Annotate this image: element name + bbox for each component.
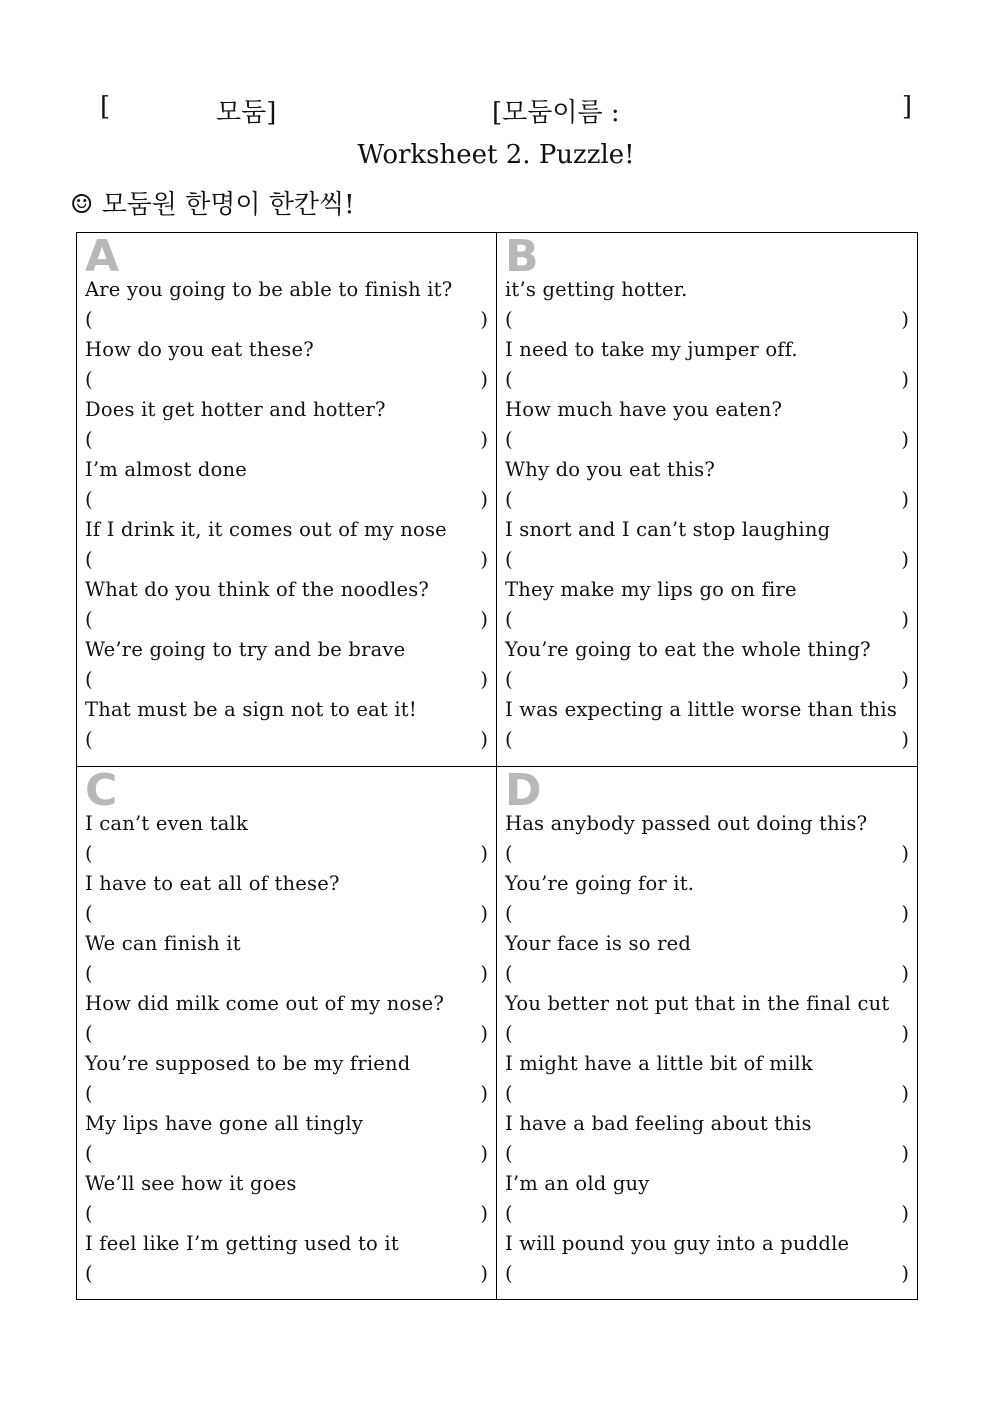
- answer-paren-open: (: [85, 488, 93, 511]
- answer-blank[interactable]: [85, 365, 488, 395]
- answer-blank[interactable]: [505, 425, 909, 455]
- answer-paren-open: (: [85, 902, 93, 925]
- sentence-text: I snort and I can’t stop laughing: [505, 518, 831, 541]
- answer-paren-close: ): [480, 428, 488, 451]
- answer-paren-close: ): [480, 668, 488, 691]
- answer-paren-close: ): [901, 1142, 909, 1165]
- answer-blank[interactable]: [505, 899, 909, 929]
- sentence-text: My lips have gone all tingly: [85, 1112, 364, 1135]
- answer-paren-close: ): [901, 962, 909, 985]
- group-name-label: [492, 92, 620, 129]
- sentence-text: I might have a little bit of milk: [505, 1052, 813, 1075]
- sentence-text: Why do you eat this?: [505, 458, 716, 481]
- sentence-list: [505, 809, 909, 1289]
- answer-paren-close: ): [901, 1082, 909, 1105]
- sentence-text: You’re going for it.: [505, 872, 695, 895]
- answer-paren-open: (: [505, 842, 513, 865]
- answer-paren-open: (: [505, 1202, 513, 1225]
- answer-paren-open: (: [505, 728, 513, 751]
- section-letter: A: [85, 233, 120, 282]
- sentence-text: How do you eat these?: [85, 338, 314, 361]
- sentence-text: You’re going to eat the whole thing?: [505, 638, 871, 661]
- section-letter: B: [505, 233, 539, 282]
- sentence-list: [85, 275, 488, 755]
- answer-blank[interactable]: [505, 1199, 909, 1229]
- answer-blank[interactable]: [85, 899, 488, 929]
- answer-blank[interactable]: [505, 959, 909, 989]
- answer-blank[interactable]: [85, 1079, 488, 1109]
- sentence-text: We’ll see how it goes: [85, 1172, 297, 1195]
- answer-paren-close: ): [480, 308, 488, 331]
- answer-paren-close: ): [480, 1262, 488, 1285]
- sentence-text: If I drink it, it comes out of my nose: [85, 518, 447, 541]
- answer-paren-close: ): [901, 1262, 909, 1285]
- answer-paren-close: ): [480, 962, 488, 985]
- sentence-list: [85, 809, 488, 1289]
- answer-paren-close: ): [901, 548, 909, 571]
- answer-blank[interactable]: [85, 665, 488, 695]
- answer-paren-close: ): [901, 728, 909, 751]
- sentence-text: How did milk come out of my nose?: [85, 992, 444, 1015]
- answer-paren-open: (: [505, 902, 513, 925]
- sentence-text: I can’t even talk: [85, 812, 249, 835]
- group-label: 모둠]: [216, 98, 277, 128]
- answer-paren-open: (: [85, 1202, 93, 1225]
- answer-paren-close: ): [480, 1142, 488, 1165]
- sentence-text: We can finish it: [85, 932, 241, 955]
- answer-blank[interactable]: [85, 1139, 488, 1169]
- answer-paren-close: ): [480, 1202, 488, 1225]
- answer-blank[interactable]: [85, 485, 488, 515]
- answer-paren-open: (: [85, 962, 93, 985]
- answer-paren-open: (: [505, 1082, 513, 1105]
- answer-paren-close: ): [480, 728, 488, 751]
- answer-paren-open: (: [85, 1082, 93, 1105]
- sentence-text: I will pound you guy into a puddle: [505, 1232, 850, 1255]
- section-c: [77, 767, 497, 1299]
- answer-blank[interactable]: [505, 365, 909, 395]
- answer-paren-close: ): [480, 902, 488, 925]
- sentence-text: We’re going to try and be brave: [85, 638, 406, 661]
- answer-blank[interactable]: [85, 425, 488, 455]
- answer-paren-open: (: [505, 962, 513, 985]
- answer-paren-close: ): [901, 668, 909, 691]
- answer-paren-close: ): [901, 1202, 909, 1225]
- answer-blank[interactable]: [85, 545, 488, 575]
- answer-paren-close: ): [480, 368, 488, 391]
- sentence-text: it’s getting hotter.: [505, 278, 688, 301]
- sentence-text: You better not put that in the final cut: [505, 992, 890, 1015]
- answer-paren-open: (: [85, 608, 93, 631]
- answer-paren-close: ): [901, 1022, 909, 1045]
- sentence-text: Does it get hotter and hotter?: [85, 398, 386, 421]
- sentence-text: What do you think of the noodles?: [85, 578, 430, 601]
- group-bracket-open: [: [100, 92, 111, 122]
- section-letter: D: [505, 767, 542, 816]
- answer-paren-close: ): [480, 488, 488, 511]
- sentence-text: I feel like I’m getting used to it: [85, 1232, 399, 1255]
- answer-paren-close: ): [901, 428, 909, 451]
- answer-paren-open: (: [85, 428, 93, 451]
- answer-paren-open: (: [505, 428, 513, 451]
- answer-paren-open: (: [505, 308, 513, 331]
- sentence-text: I have a bad feeling about this: [505, 1112, 812, 1135]
- sentence-text: I’m an old guy: [505, 1172, 650, 1195]
- answer-blank[interactable]: [85, 959, 488, 989]
- answer-paren-open: (: [505, 368, 513, 391]
- answer-blank[interactable]: [505, 725, 909, 755]
- answer-paren-close: ): [901, 488, 909, 511]
- sentence-text: That must be a sign not to eat it!: [85, 698, 417, 721]
- answer-blank[interactable]: [505, 545, 909, 575]
- answer-paren-open: (: [85, 728, 93, 751]
- section-a: [77, 233, 497, 767]
- sentence-text: Are you going to be able to finish it?: [85, 278, 453, 301]
- answer-paren-open: (: [505, 1022, 513, 1045]
- section-d: [497, 767, 917, 1299]
- answer-paren-close: ): [901, 308, 909, 331]
- instruction-text: ☺ 모둠원 한명이 한칸씩!: [70, 190, 355, 220]
- answer-paren-open: (: [85, 668, 93, 691]
- answer-paren-open: (: [505, 668, 513, 691]
- answer-paren-open: (: [85, 548, 93, 571]
- answer-paren-open: (: [505, 1142, 513, 1165]
- answer-paren-close: ): [901, 608, 909, 631]
- answer-paren-close: ): [480, 548, 488, 571]
- answer-paren-open: (: [85, 1022, 93, 1045]
- answer-blank[interactable]: [505, 605, 909, 635]
- sentence-text: How much have you eaten?: [505, 398, 783, 421]
- answer-paren-open: (: [505, 488, 513, 511]
- answer-paren-open: (: [505, 1262, 513, 1285]
- answer-blank[interactable]: [85, 725, 488, 755]
- answer-blank[interactable]: [505, 1139, 909, 1169]
- worksheet-header: [100, 92, 912, 128]
- answer-blank[interactable]: [505, 305, 909, 335]
- answer-blank[interactable]: [85, 1199, 488, 1229]
- answer-blank[interactable]: [505, 1019, 909, 1049]
- puzzle-grid: [76, 232, 918, 1300]
- sentence-text: I was expecting a little worse than this: [505, 698, 898, 721]
- sentence-text: Has anybody passed out doing this?: [505, 812, 868, 835]
- answer-paren-open: (: [85, 1142, 93, 1165]
- answer-blank[interactable]: [85, 839, 488, 869]
- answer-blank[interactable]: [85, 1259, 488, 1289]
- answer-paren-close: ): [480, 842, 488, 865]
- answer-blank[interactable]: [505, 665, 909, 695]
- answer-paren-open: (: [85, 368, 93, 391]
- sentence-text: You’re supposed to be my friend: [85, 1052, 411, 1075]
- group-name-bracket-close: ]: [901, 92, 912, 122]
- sentence-list: [505, 275, 909, 755]
- sentence-text: Your face is so red: [505, 932, 692, 955]
- answer-blank[interactable]: [505, 839, 909, 869]
- sentence-text: They make my lips go on fire: [505, 578, 797, 601]
- answer-paren-open: (: [85, 1262, 93, 1285]
- answer-paren-close: ): [901, 842, 909, 865]
- group-name-bracket-open: [: [492, 98, 503, 128]
- sentence-text: I’m almost done: [85, 458, 248, 481]
- answer-blank[interactable]: [505, 485, 909, 515]
- sentence-text: I have to eat all of these?: [85, 872, 340, 895]
- answer-paren-open: (: [505, 608, 513, 631]
- page-title: Worksheet 2. Puzzle!: [357, 140, 635, 170]
- sentence-text: I need to take my jumper off.: [505, 338, 798, 361]
- answer-paren-close: ): [480, 608, 488, 631]
- answer-blank[interactable]: [85, 605, 488, 635]
- answer-blank[interactable]: [505, 1259, 909, 1289]
- answer-paren-close: ): [480, 1082, 488, 1105]
- section-letter: C: [85, 767, 118, 816]
- answer-paren-close: ): [901, 902, 909, 925]
- answer-blank[interactable]: [85, 1019, 488, 1049]
- answer-blank[interactable]: [505, 1079, 909, 1109]
- answer-paren-open: (: [85, 842, 93, 865]
- answer-paren-close: ): [901, 368, 909, 391]
- answer-paren-close: ): [480, 1022, 488, 1045]
- section-b: [497, 233, 917, 767]
- answer-paren-open: (: [85, 308, 93, 331]
- answer-paren-open: (: [505, 548, 513, 571]
- answer-blank[interactable]: [85, 305, 488, 335]
- group-name-text: 모둠이름 :: [502, 98, 620, 128]
